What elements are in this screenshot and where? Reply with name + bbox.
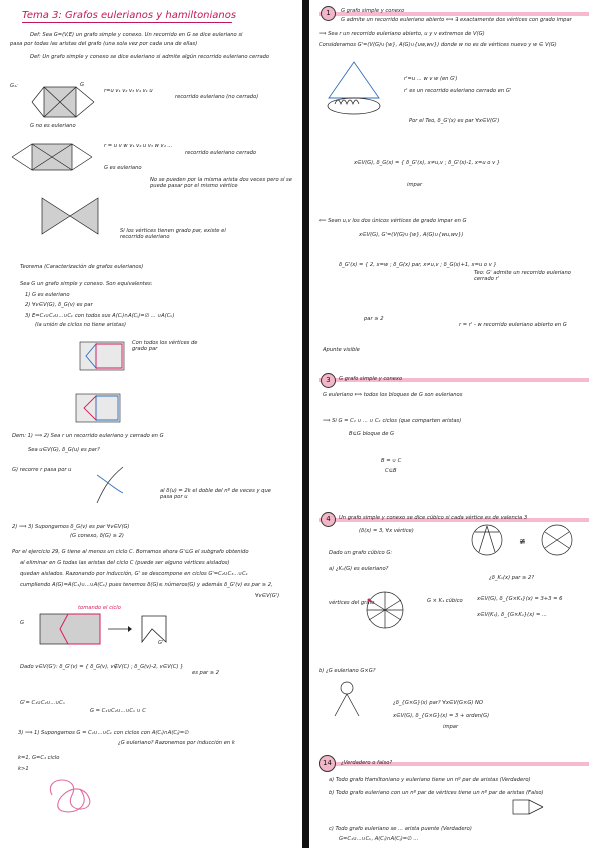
graph-sketch xyxy=(509,796,549,818)
definition-line: pasa por todas las aristas del grafo (una sola vez por cada una de ellas) xyxy=(10,41,198,47)
annotation: Apunte visible xyxy=(323,347,360,353)
cycle-figure xyxy=(78,340,128,372)
crossing-sketch xyxy=(95,465,125,505)
exercise-line: r = r' - w recorrido euleriano abierto en G xyxy=(459,322,567,328)
proof-line: k>1 xyxy=(18,766,29,772)
annotation: G no es euleriano xyxy=(30,123,76,129)
exercise-line: b) Todo grafo euleriano con un nº par de vértices tiene un nº par de aristas (Falso) xyxy=(329,790,544,796)
exercise-line: a) Todo grafo Hamiltoniano y euleriano tiene un nº par de aristas (Verdadero) xyxy=(329,777,531,783)
exercise-line: a) ¿Kₙ(G) es euleriano? xyxy=(329,566,389,572)
exercise-line: b) ¿G euleriano G×G? xyxy=(319,668,376,674)
loop-sketch xyxy=(42,775,102,815)
title-underline xyxy=(22,22,232,23)
graph-g2-drawing xyxy=(10,140,100,176)
exercise-line: ⟹ Si G = C₁ ∪ ... ∪ Cₖ ciclos (que comparten aristas) xyxy=(323,418,462,424)
proof-line: ¿G euleriano? Razonemos por inducción en k xyxy=(118,740,235,746)
graph-label: G xyxy=(20,620,25,626)
k1-join-drawing xyxy=(357,588,417,638)
bowtie-graph-drawing xyxy=(40,196,100,236)
annotation: vértices del grafo xyxy=(329,600,375,606)
page-divider xyxy=(302,0,309,848)
proof-line: al eliminar en G todas las aristas del ciclo C (puede ser alguno vértices aislados) xyxy=(20,560,230,566)
annotation: recorrido euleriano cerrado xyxy=(185,150,257,156)
svg-text:≇: ≇ xyxy=(519,537,526,546)
exercise-line: ⟸ Sean u,v los dos únicos vértices de grado impar en G xyxy=(319,218,467,224)
proof-line: ∀v∈V(G') xyxy=(255,593,280,599)
graph-label: G xyxy=(80,82,85,88)
cycle-removal-figure xyxy=(38,612,188,648)
annotation: Teo: G' admite un recorrido euleriano cerrado r' xyxy=(474,270,571,282)
annotation: al δ(u) = 2k el doble del nº de veces y que pasa por u xyxy=(160,488,271,500)
exercise-line: G grafo simple y conexo xyxy=(341,8,405,14)
annotation: tomando el ciclo xyxy=(78,605,121,611)
proof-line: 3) ⟹ 1) Supongamos G = C₁∪...∪Cₖ con ciclos con A(Cᵢ)∩A(Cⱼ)=∅ xyxy=(18,730,189,736)
formula-line: x∈V(G), δ_{G×G}(x) = 3 + orden(G) xyxy=(393,713,490,719)
exercise-number-badge: 14 xyxy=(319,755,336,772)
annotation: par ≥ 2 xyxy=(364,316,384,322)
theorem-line: 2) ∀v∈V(G), δ_G(v) es par xyxy=(25,302,93,308)
annotation: recorrido euleriano (no cerrado) xyxy=(175,94,259,100)
note-text: Si los vértices tienen grado par, existe el recorrido euleriano xyxy=(120,228,226,240)
annotation: G es euleriano xyxy=(104,165,142,171)
definition-line: Def: Un grafo simple y conexo se dice euleriano si admite algún recorrido euleriano cerrado xyxy=(30,54,270,60)
exercise-line: (δ(x) = 3, ∀x vértice) xyxy=(359,528,414,534)
exercise-line: ⟹ Sea r un recorrido euleriano abierto, u y v extremos de V(G) xyxy=(319,31,485,37)
formula-line: C⊆B xyxy=(385,468,397,474)
exercise-line: Dado un grafo cúbico G: xyxy=(329,550,393,556)
annotation: impar xyxy=(443,724,459,730)
formula-line: x∈V(K₁), δ_{G×K₁}(x) = ... xyxy=(477,612,547,618)
exercise-number-badge: 3 xyxy=(321,373,336,388)
proof-line: Dem: 1) ⟹ 2) Sea r un recorrido euleriano y cerrado en G xyxy=(12,433,164,439)
exercise-line: ¿δ_Kₙ(x) par ≥ 2? xyxy=(489,575,535,581)
proof-line: 2) ⟹ 3) Supongamos δ_G(v) es par ∀v∈V(G) xyxy=(12,524,130,530)
graph-g-prime-drawing xyxy=(319,58,389,118)
exercise-line: Por el Teo, δ_G'(x) es par ∀x∈V(G') xyxy=(409,118,500,124)
proof-line: Sea u∈V(G), δ_G(u) es par? xyxy=(28,447,100,453)
theorem-line: (la unión de ciclos no tiene aristas) xyxy=(35,322,126,328)
proof-line: G) recorre r pasa por u xyxy=(12,467,72,473)
note-text: No se pueden por la misma arista dos veces pero sí se puede pasar por el mismo vértice xyxy=(150,177,292,189)
formula-line: x∈V(G), G'=(V(G)∪{w}, A(G)∪{wu,wv}) xyxy=(359,232,464,238)
walk-notation: r=u v₁ v₂ v₃ v₄ v₁ u xyxy=(104,88,153,94)
formula-line: x∈V(G), δ_G(x) = { δ_G'(x), x≠u,v ; δ_G'(x)-1, x=u o v } xyxy=(354,160,501,166)
notes-page-right xyxy=(309,0,599,848)
theorem-line: 1) G es euleriano xyxy=(25,292,70,298)
formula-line: ¿δ_{G×G}(x) par? ∀x∈V(G×G) NO xyxy=(393,700,484,706)
walk-notation: r = u v w v₁ v₂ u v₃ w v₄ ... xyxy=(104,143,173,149)
theorem-line: 3) E=C₁∪C₂∪...∪Cₖ con todos sus A(Cᵢ)∩A(Cⱼ)=∅ ... ∪A(Cₖ) xyxy=(25,313,175,319)
exercise-line: G euleriano ⟺ todos los bloques de G son eulerianos xyxy=(323,392,463,398)
annotation: G × K₁ cúbico xyxy=(427,598,463,604)
page-title: Tema 3: Grafos eulerianos y hamiltonianos xyxy=(22,10,237,21)
walk-notation: r'=u ... w v w (en G') xyxy=(404,76,458,82)
exercise-line: G admite un recorrido euleriano abierto ⟺ ∃ exactamente dos vértices con grado impar xyxy=(341,17,572,23)
formula-line: δ_G'(x) = { 2, x=w ; δ_G(x) par, x≠u,v ; δ_G(x)+1, x=u o v } xyxy=(339,262,497,268)
exercise-line: c) Todo grafo euleriano se ... arista puente (Verdadero) xyxy=(329,826,472,832)
formula-line: B = ∪ C xyxy=(381,458,402,464)
annotation: impar xyxy=(407,182,423,188)
exercise-line: Consideramos G'=(V(G)∪{w}, A(G)∪{uw,wv}) donde w no es de vértices nuevo y w ∈ V(G) xyxy=(319,42,557,48)
proof-line: cumpliendo A(G)=A(C₁)∪...∪A(Cₖ) pues tenemos δ(G)≤ números(G) y además δ_G'(v) es par ≥ 2, xyxy=(20,582,273,588)
annotation: es par ≥ 2 xyxy=(192,670,220,676)
proof-line: quedan aislados. Razonando por inducción, G' se descompone en ciclos G'=C₂∪C₃...∪Cₖ xyxy=(20,571,248,577)
exercise-line: G grafo simple y conexo xyxy=(339,376,403,382)
cycle-figure xyxy=(74,392,124,424)
proof-line: k=1, G=C₁ ciclo xyxy=(18,755,60,761)
proof-line: Por el ejercicio 29, G tiene al menos un ciclo C. Borramos ahora G'⊆G el subgrafo obtenido xyxy=(12,549,249,555)
formula-line: x∈V(G), δ_{G×K₁}(x) = 3+3 = 6 xyxy=(477,596,563,602)
exercise-line: Un grafo simple y conexo se dice cúbico si cada vértice es de valencia 3 xyxy=(339,515,528,521)
graph-sketch xyxy=(329,680,365,720)
annotation: Con todos los vértices de grado par xyxy=(132,340,198,352)
exercise-number-badge: 4 xyxy=(321,512,336,527)
theorem-line: Sea G un grafo simple y conexo. Son equivalentes: xyxy=(20,281,153,287)
exercise-line: ¿Verdadero o falso? xyxy=(341,760,393,766)
graph-label: G₁: xyxy=(10,83,18,89)
proof-line: (G conexo, δ(G) ≥ 2) xyxy=(70,533,124,539)
exercise-line: r' es un recorrido euleriano cerrado en G' xyxy=(404,88,512,94)
graph-label: G' xyxy=(158,640,164,646)
graph-g1-drawing xyxy=(30,85,100,121)
exercise-line: G=C₁∪...∪Cₖ, A(Cᵢ)∩A(Cⱼ)=∅ ... xyxy=(339,836,419,842)
exercise-number-badge: 1 xyxy=(321,6,336,21)
cubic-graphs-drawing xyxy=(469,522,579,562)
theorem-heading: Teorema (Caracterización de grafos eulerianos) xyxy=(20,264,144,270)
exercise-line: B⊆G bloque de G xyxy=(349,431,395,437)
formula-line: G = C₁∪C₂∪...∪Cₙ ∪ C xyxy=(90,708,146,714)
definition-line: Def: Sea G=(V,E) un grafo simple y conexo. Un recorrido en G se dice euleriano si xyxy=(30,32,243,38)
formula-line: Dado v∈V(G'): δ_G'(v) = { δ_G(v), v∉V(C) ; δ_G(v)-2, v∈V(C) } xyxy=(20,664,184,670)
formula-line: G'= C₁∪C₂∪...∪Cₙ xyxy=(20,700,65,706)
